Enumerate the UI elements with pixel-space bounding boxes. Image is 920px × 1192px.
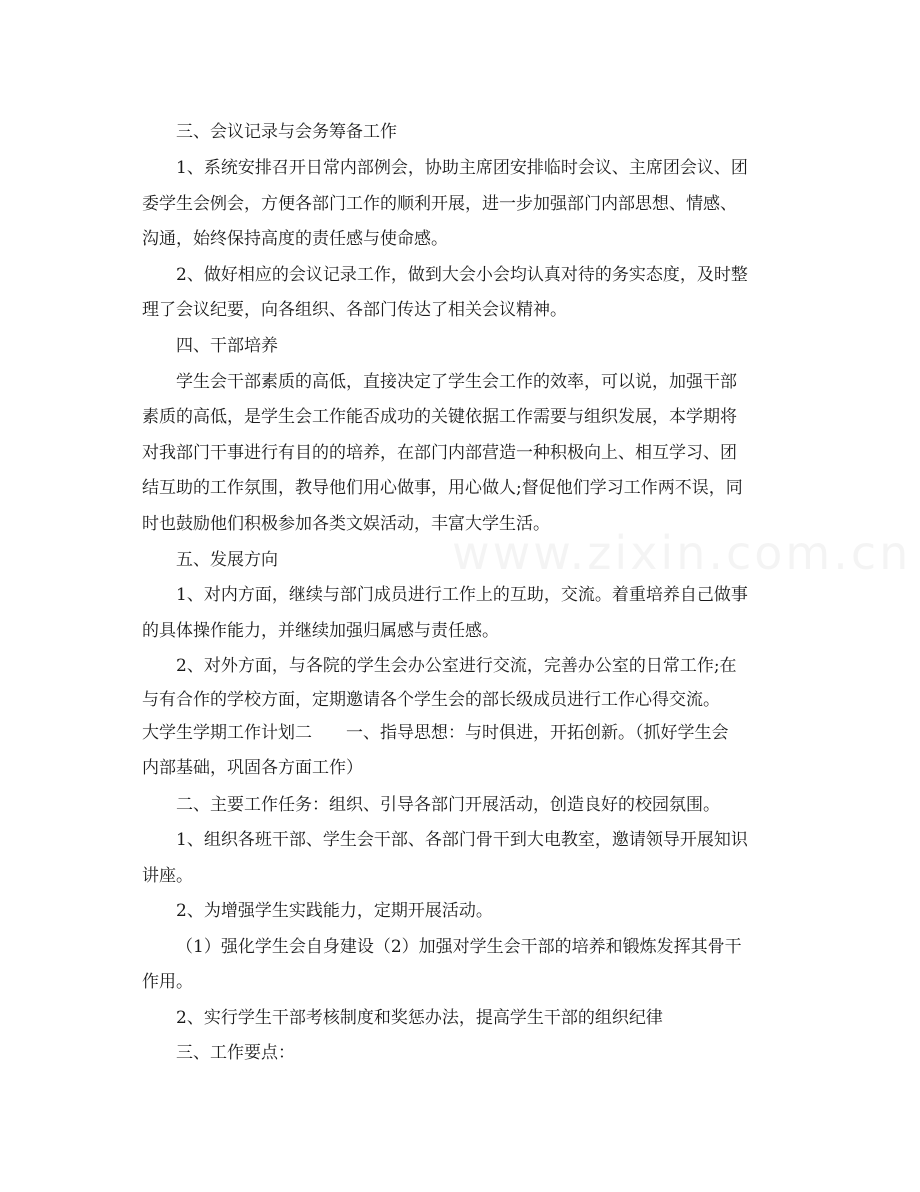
paragraph-line: 委学生会例会，方便各部门工作的顺利开展，进一步加强部门内部思想、情感、 <box>142 194 737 214</box>
paragraph-line: （1）强化学生会自身建设（2）加强对学生会干部的培养和锻炼发挥其骨干 <box>176 937 742 957</box>
paragraph-line: 学生会干部素质的高低，直接决定了学生会工作的效率，可以说，加强干部 <box>176 372 737 392</box>
paragraph-line: 1、组织各班干部、学生会干部、各部门骨干到大电教室，邀请领导开展知识 <box>176 830 748 850</box>
paragraph-line: 2、实行学生干部考核制度和奖惩办法，提高学生干部的组织纪律 <box>176 1008 663 1028</box>
paragraph-line: 内部基础，巩固各方面工作） <box>142 758 363 778</box>
paragraph-line: 与有合作的学校方面，定期邀请各个学生会的部长级成员进行工作心得交流。 <box>142 690 720 710</box>
paragraph-line: 2、做好相应的会议记录工作，做到大会小会均认真对待的务实态度，及时整 <box>176 265 748 285</box>
section-heading: 三、工作要点： <box>176 1043 295 1063</box>
section-heading: 四、干部培养 <box>176 336 278 356</box>
paragraph-line: 作用。 <box>142 972 193 992</box>
paragraph-line: 素质的高低，是学生会工作能否成功的关键依据工作需要与组织发展，本学期将 <box>142 407 737 427</box>
paragraph-line: 讲座。 <box>142 866 193 886</box>
paragraph-line: 沟通，始终保持高度的责任感与使命感。 <box>142 229 448 249</box>
paragraph-line: 对我部门干事进行有目的的培养，在部门内部营造一种积极向上、相互学习、团 <box>142 443 737 463</box>
paragraph-line: 结互助的工作氛围，教导他们用心做事，用心做人;督促他们学习工作两不误，同 <box>142 478 743 498</box>
paragraph-line: 理了会议纪要，向各组织、各部门传达了相关会议精神。 <box>142 300 567 320</box>
paragraph-line: 1、对内方面，继续与部门成员进行工作上的互助，交流。着重培养自己做事 <box>176 585 748 605</box>
paragraph-line: 时也鼓励他们积极参加各类文娱活动，丰富大学生活。 <box>142 514 550 534</box>
section-heading: 二、主要工作任务：组织、引导各部门开展活动，创造良好的校园氛围。 <box>176 795 720 815</box>
paragraph-line: 2、为增强学生实践能力，定期开展活动。 <box>176 901 493 921</box>
section-heading: 三、会议记录与会务筹备工作 <box>176 122 397 142</box>
section-heading: 五、发展方向 <box>176 550 278 570</box>
watermark <box>452 526 911 580</box>
plan-title-line: 大学生学期工作计划二 一、指导思想：与时俱进，开拓创新。（抓好学生会 <box>142 723 729 743</box>
paragraph-line: 的具体操作能力，并继续加强归属感与责任感。 <box>142 621 499 641</box>
paragraph-line: 2、对外方面，与各院的学生会办公室进行交流，完善办公室的日常工作;在 <box>176 656 737 676</box>
paragraph-line: 1、系统安排召开日常内部例会，协助主席团安排临时会议、主席团会议、团 <box>176 158 748 178</box>
